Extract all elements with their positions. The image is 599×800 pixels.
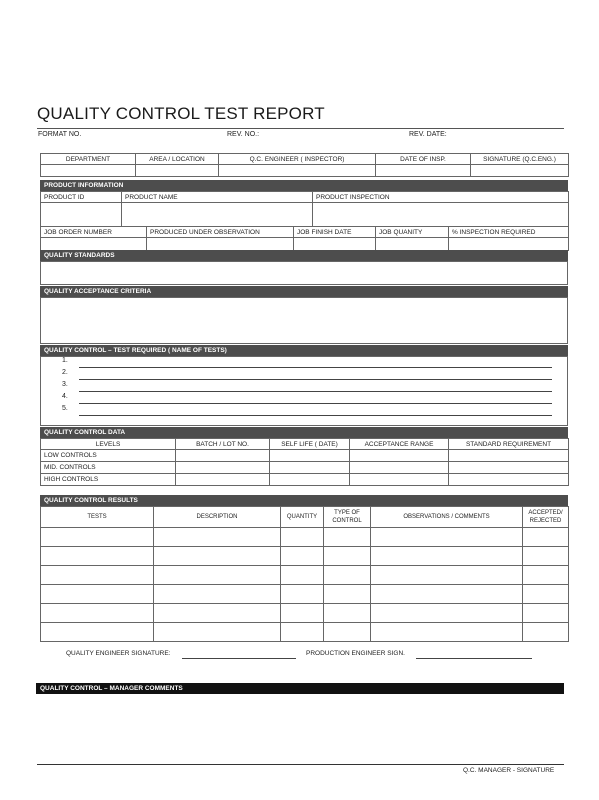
job-finish-date-field[interactable] xyxy=(294,238,376,251)
date-of-inspection-header: DATE OF INSP. xyxy=(376,154,471,165)
rev-no-label: REV. NO.: xyxy=(227,131,260,138)
table-cell[interactable] xyxy=(324,528,371,547)
table-cell[interactable] xyxy=(270,474,350,486)
table-cell[interactable] xyxy=(371,623,523,642)
qc-results-table xyxy=(40,506,569,642)
type-of-control-line-1: TYPE OF xyxy=(334,510,360,516)
inspection-required-field[interactable] xyxy=(449,238,569,251)
test-line-1[interactable] xyxy=(79,367,552,368)
acceptance-criteria-field[interactable] xyxy=(40,297,568,344)
table-cell[interactable] xyxy=(270,450,350,462)
table-cell[interactable] xyxy=(324,547,371,566)
product-name-field[interactable] xyxy=(122,203,313,227)
signature-qc-eng-header: SIGNATURE (Q.C.ENG.) xyxy=(471,154,569,165)
table-cell[interactable] xyxy=(176,450,270,462)
produced-under-observation-label: PRODUCED UNDER OBSERVATION xyxy=(147,227,294,238)
table-cell[interactable] xyxy=(324,585,371,604)
product-name-label: PRODUCT NAME xyxy=(122,192,313,203)
quality-engineer-signature-label: QUALITY ENGINEER SIGNATURE: xyxy=(66,650,171,657)
job-finish-date-label: JOB FINISH DATE xyxy=(294,227,376,238)
test-number-3: 3. xyxy=(62,381,68,388)
table-cell[interactable] xyxy=(154,547,281,566)
accepted-line-2: REJECTED xyxy=(529,518,562,524)
test-number-1: 1. xyxy=(62,357,68,364)
table-cell[interactable] xyxy=(523,528,569,547)
quality-engineer-signature-line[interactable] xyxy=(182,658,296,659)
product-information-section: PRODUCT INFORMATION xyxy=(40,180,568,191)
levels-header: LEVELS xyxy=(41,439,176,450)
job-quanity-label: JOB QUANITY xyxy=(376,227,449,238)
table-cell[interactable] xyxy=(449,462,569,474)
qc-data-section: QUALITY CONTROL DATA xyxy=(40,427,568,438)
job-order-number-label: JOB ORDER NUMBER xyxy=(41,227,147,238)
low-controls-label: LOW CONTROLS xyxy=(41,450,176,462)
accepted-rejected-header xyxy=(523,507,569,528)
table-cell[interactable] xyxy=(350,450,449,462)
footer-divider xyxy=(37,764,564,765)
table-cell[interactable] xyxy=(350,474,449,486)
table-cell[interactable] xyxy=(350,462,449,474)
signature-qc-eng-field[interactable] xyxy=(471,165,569,177)
area-location-header: AREA / LOCATION xyxy=(136,154,219,165)
job-quanity-field[interactable] xyxy=(376,238,449,251)
table-cell[interactable] xyxy=(371,604,523,623)
quantity-header: QUANTITY xyxy=(281,507,324,528)
table-cell[interactable] xyxy=(523,566,569,585)
table-cell[interactable] xyxy=(281,528,324,547)
table-cell[interactable] xyxy=(523,547,569,566)
page-title: QUALITY CONTROL TEST REPORT xyxy=(37,104,325,123)
observations-header: OBSERVATIONS / COMMENTS xyxy=(371,507,523,528)
table-cell[interactable] xyxy=(41,623,154,642)
table-cell[interactable] xyxy=(154,604,281,623)
table-cell[interactable] xyxy=(281,585,324,604)
accepted-line-1: ACCEPTED/ xyxy=(528,510,563,516)
table-cell[interactable] xyxy=(371,547,523,566)
test-number-5: 5. xyxy=(62,405,68,412)
type-of-control-header xyxy=(324,507,371,528)
table-cell[interactable] xyxy=(523,604,569,623)
inspection-required-label: % INSPECTION REQUIRED xyxy=(449,227,569,238)
table-cell[interactable] xyxy=(176,462,270,474)
job-order-number-field[interactable] xyxy=(41,238,147,251)
qc-results-section: QUALITY CONTROL RESULTS xyxy=(40,495,568,506)
table-cell[interactable] xyxy=(154,585,281,604)
production-engineer-sign-label: PRODUCTION ENGINEER SIGN. xyxy=(306,650,405,657)
table-cell[interactable] xyxy=(371,566,523,585)
test-line-5[interactable] xyxy=(79,415,552,416)
production-engineer-sign-line[interactable] xyxy=(416,658,532,659)
table-cell[interactable] xyxy=(324,604,371,623)
date-of-inspection-field[interactable] xyxy=(376,165,471,177)
description-header: DESCRIPTION xyxy=(154,507,281,528)
product-inspection-label: PRODUCT INSPECTION xyxy=(313,192,569,203)
area-location-field[interactable] xyxy=(136,165,219,177)
department-field[interactable] xyxy=(41,165,136,177)
qc-engineer-header: Q.C. ENGINEER ( INSPECTOR) xyxy=(219,154,376,165)
table-cell[interactable] xyxy=(41,528,154,547)
acceptance-criteria-section: QUALITY ACCEPTANCE CRITERIA xyxy=(40,286,568,297)
table-cell[interactable] xyxy=(281,547,324,566)
product-id-label: PRODUCT ID xyxy=(41,192,122,203)
table-cell[interactable] xyxy=(41,566,154,585)
test-number-4: 4. xyxy=(62,393,68,400)
batch-lot-header: BATCH / LOT NO. xyxy=(176,439,270,450)
tests-required-section: QUALITY CONTROL – TEST REQUIRED ( NAME OF TESTS) xyxy=(40,345,568,356)
table-cell[interactable] xyxy=(523,585,569,604)
table-cell[interactable] xyxy=(154,623,281,642)
tests-header: TESTS xyxy=(41,507,154,528)
acceptance-range-header: ACCEPTANCE RANGE xyxy=(350,439,449,450)
table-cell[interactable] xyxy=(281,623,324,642)
qc-engineer-field[interactable] xyxy=(219,165,376,177)
format-no-label: FORMAT NO. xyxy=(38,131,82,138)
title-divider xyxy=(37,128,564,129)
table-cell[interactable] xyxy=(281,604,324,623)
test-line-3[interactable] xyxy=(79,391,552,392)
type-of-control-line-2: CONTROL xyxy=(332,518,362,524)
rev-date-label: REV. DATE: xyxy=(409,131,447,138)
table-cell[interactable] xyxy=(270,462,350,474)
self-life-header: SELF LIFE ( DATE) xyxy=(270,439,350,450)
table-cell[interactable] xyxy=(324,623,371,642)
manager-comments-field[interactable] xyxy=(36,695,564,763)
table-cell[interactable] xyxy=(154,566,281,585)
test-number-2: 2. xyxy=(62,369,68,376)
standard-requirement-header: STANDARD REQUIREMENT xyxy=(449,439,569,450)
table-cell[interactable] xyxy=(371,528,523,547)
table-cell[interactable] xyxy=(371,585,523,604)
department-header: DEPARTMENT xyxy=(41,154,136,165)
test-line-2[interactable] xyxy=(79,379,552,380)
table-cell[interactable] xyxy=(154,528,281,547)
manager-comments-section: QUALITY CONTROL – MANAGER COMMENTS xyxy=(36,683,564,694)
inspection-header-table xyxy=(40,153,569,177)
table-cell[interactable] xyxy=(449,450,569,462)
table-cell[interactable] xyxy=(281,566,324,585)
qc-data-table xyxy=(40,438,569,486)
table-cell[interactable] xyxy=(324,566,371,585)
quality-standards-section: QUALITY STANDARDS xyxy=(40,250,568,261)
qc-manager-signature-label: Q.C. MANAGER - SIGNATURE xyxy=(463,767,555,774)
table-cell[interactable] xyxy=(41,585,154,604)
product-id-table xyxy=(40,191,569,227)
product-inspection-field[interactable] xyxy=(313,203,569,227)
product-id-field[interactable] xyxy=(41,203,122,227)
test-line-4[interactable] xyxy=(79,403,552,404)
job-order-table xyxy=(40,226,569,251)
produced-under-observation-field[interactable] xyxy=(147,238,294,251)
mid-controls-label: MID. CONTROLS xyxy=(41,462,176,474)
table-cell[interactable] xyxy=(41,547,154,566)
quality-standards-field[interactable] xyxy=(40,261,568,285)
high-controls-label: HIGH CONTROLS xyxy=(41,474,176,486)
table-cell[interactable] xyxy=(449,474,569,486)
table-cell[interactable] xyxy=(523,623,569,642)
table-cell[interactable] xyxy=(41,604,154,623)
table-cell[interactable] xyxy=(176,474,270,486)
